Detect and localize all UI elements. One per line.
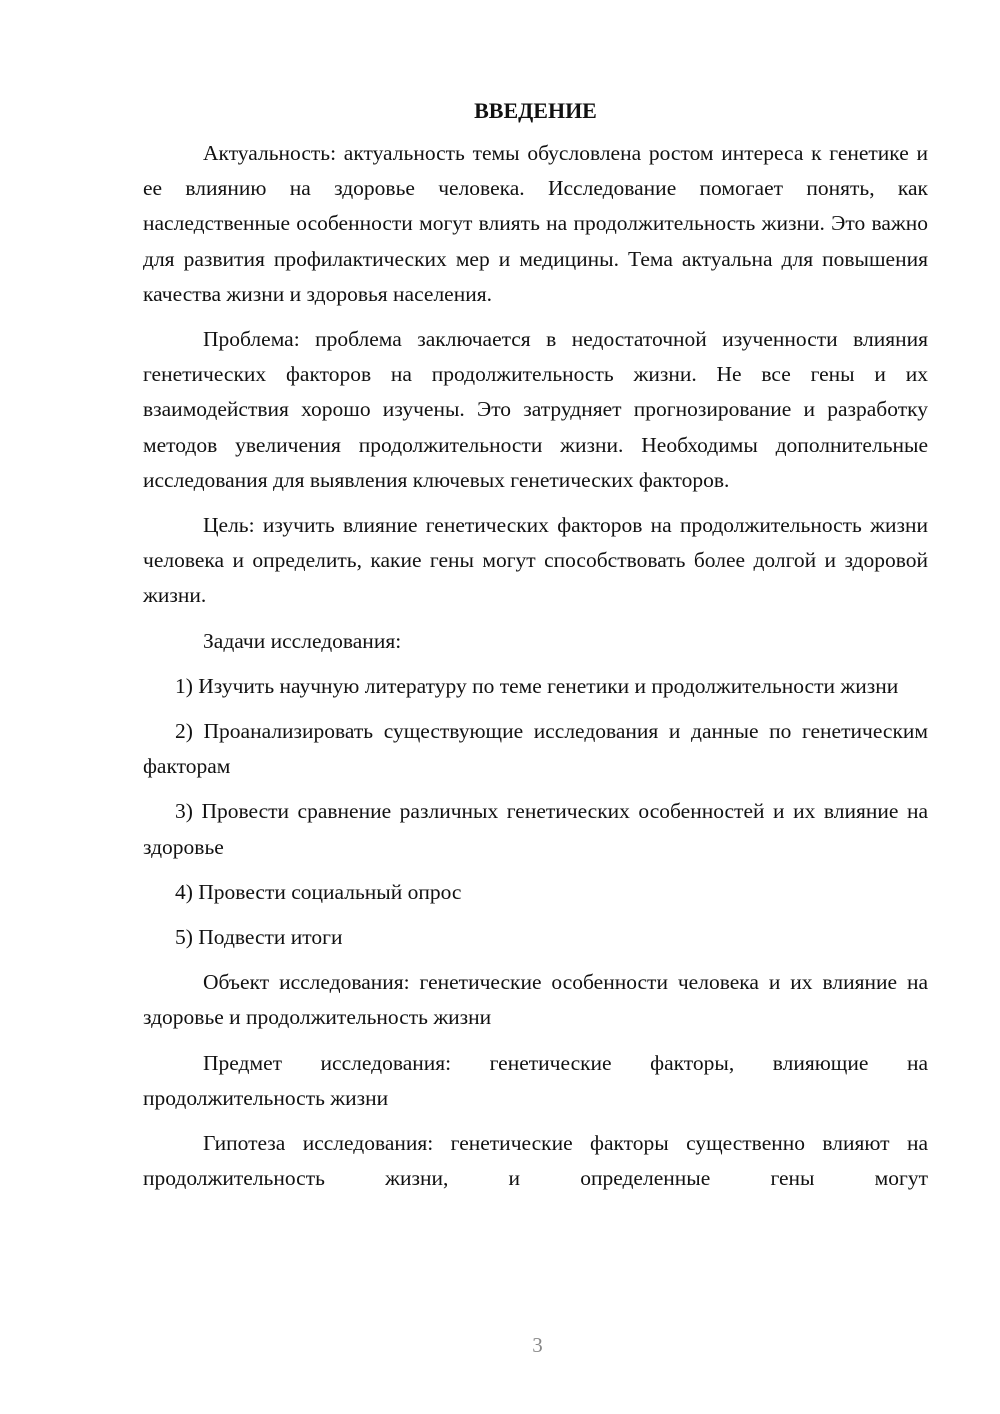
task-item-2: 2) Проанализировать существующие исследования и данные по генетическим факторам xyxy=(143,719,928,779)
task-item-3: 3) Провести сравнение различных генетических особенностей и их влияние на здоровье xyxy=(143,799,928,859)
tasks-heading: Задачи исследования: xyxy=(203,628,402,653)
goal-paragraph: Цель: изучить влияние генетических факторов на продолжительность жизни человека и определить, какие гены могут способствовать более долгой и здоровой жизни. xyxy=(143,513,928,608)
task-item-4: 4) Провести социальный опрос xyxy=(175,879,462,904)
document-page xyxy=(143,96,928,1196)
object-paragraph: Объект исследования: генетические особенности человека и их влияние на здоровье и продолжительность жизни xyxy=(143,970,928,1030)
page-title: ВВЕДЕНИЕ xyxy=(474,98,597,123)
task-item-5: 5) Подвести итоги xyxy=(175,925,343,950)
task-item-1: 1) Изучить научную литературу по теме генетики и продолжительности жизни xyxy=(175,673,899,698)
subject-paragraph: Предмет исследования: генетические факторы, влияющие на продолжительность жизни xyxy=(143,1050,928,1110)
problem-paragraph: Проблема: проблема заключается в недостаточной изученности влияния генетических факторов на продолжительность жизни. Не все гены и их взаимодействия хорошо изучены. Это затрудняет прогнозирование и разработку методов увеличения продолжительности жизни. Необходимы дополнительные исследования для выявления ключевых генетических факторов. xyxy=(143,327,928,492)
hypothesis-paragraph: Гипотеза исследования: генетические факторы существенно влияют на продолжительность жизни, и определенные гены могут xyxy=(143,1131,928,1191)
relevance-paragraph: Актуальность: актуальность темы обусловлена ростом интереса к генетике и ее влиянию на здоровье человека. Исследование помогает понять, как наследственные особенности могут влиять на продолжительность жизни. Это важно для развития профилактических мер и медицины. Тема актуальна для повышения качества жизни и здоровья населения. xyxy=(143,141,928,306)
page-number: 3 xyxy=(532,1333,543,1357)
